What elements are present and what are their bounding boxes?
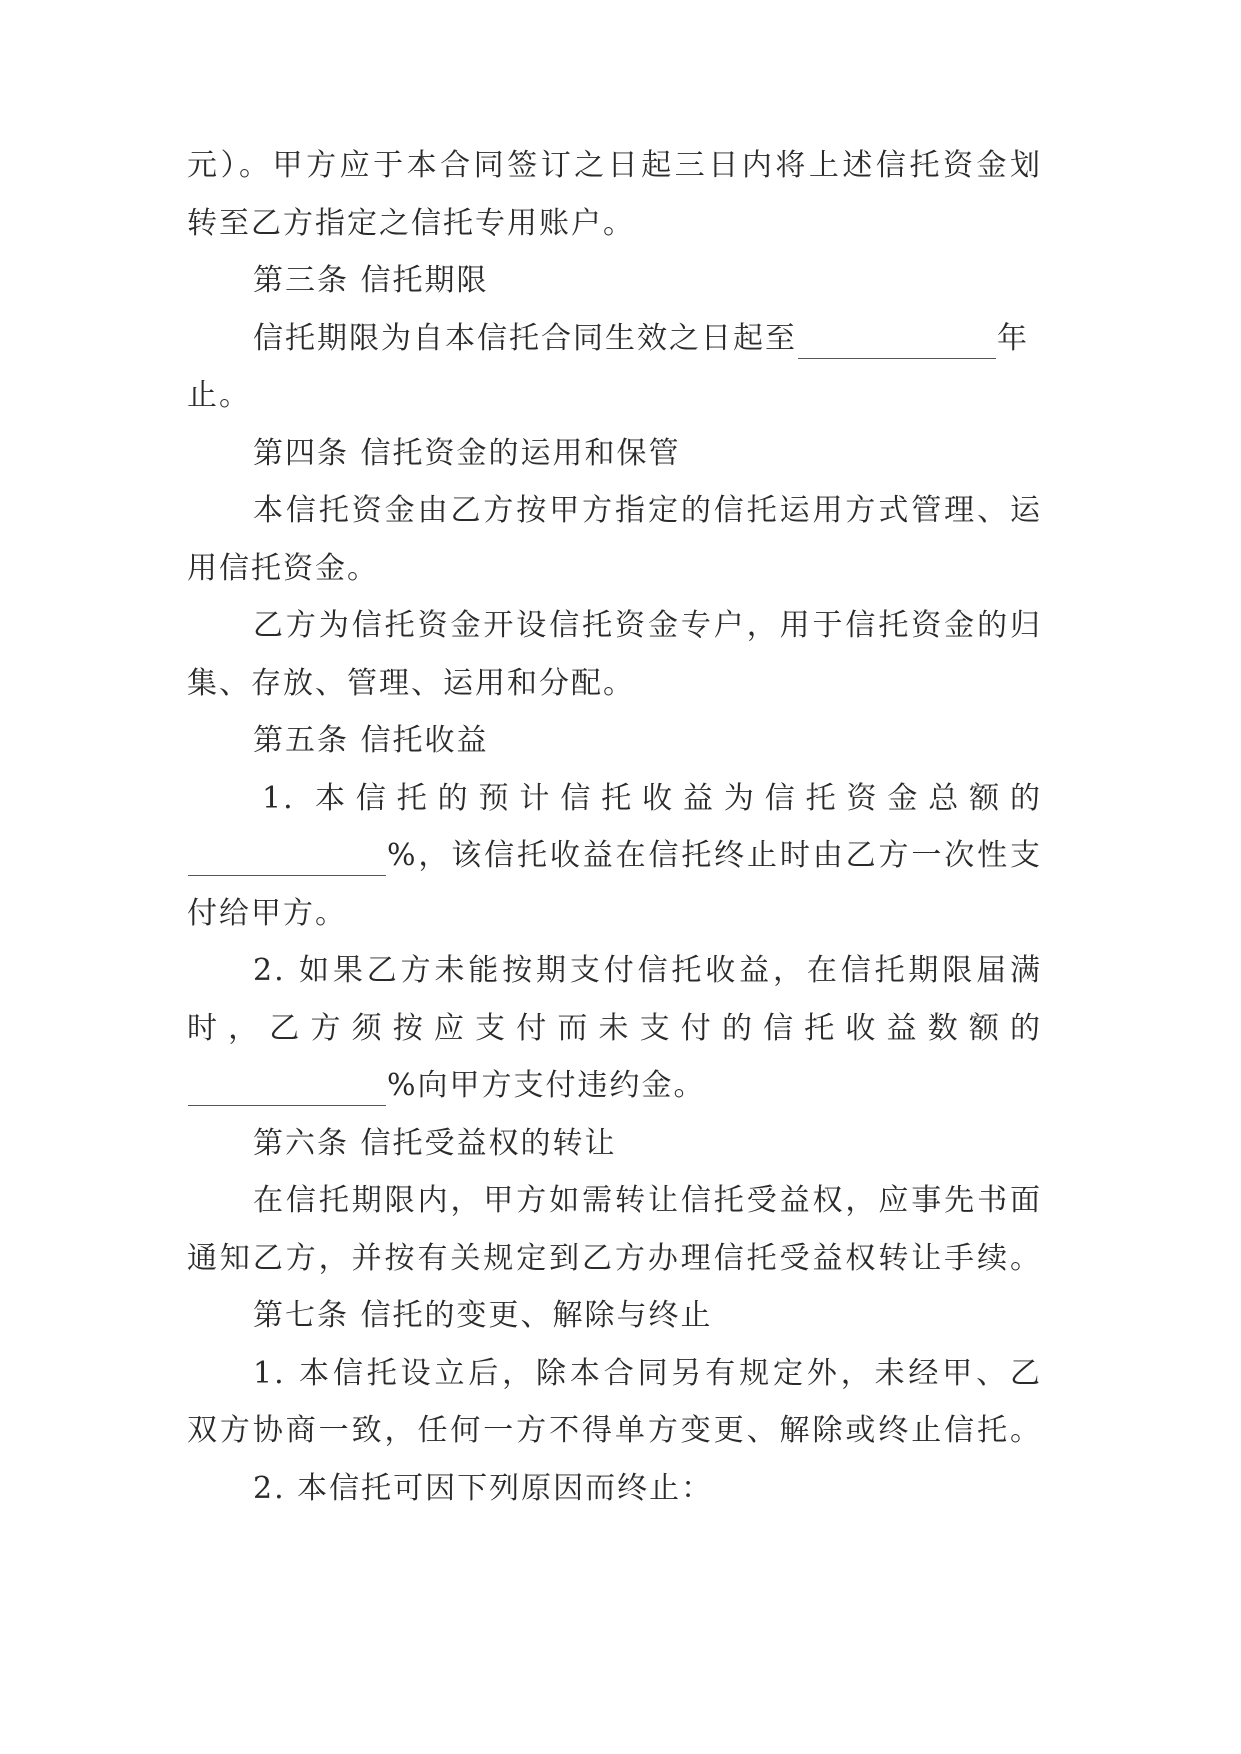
paragraph-line	[253, 319, 1042, 359]
paragraph-line: 本信托资金由乙方按甲方指定的信托运用方式管理、运	[253, 493, 1042, 528]
article-heading: 第七条 信托的变更、解除与终止	[253, 1298, 713, 1333]
fill-in-blank[interactable]	[798, 328, 996, 359]
paragraph-text: %，该信托收益在信托终止时由乙方一次性支	[387, 838, 1042, 873]
paragraph-line: 1. 本信托的预计信托收益为信托资金总额的	[262, 781, 1042, 816]
paragraph-line: 止。	[187, 378, 251, 413]
paragraph-line: 乙方为信托资金开设信托资金专户，用于信托资金的归	[253, 608, 1042, 643]
paragraph-line	[187, 1066, 706, 1106]
article-heading: 第三条 信托期限	[253, 263, 489, 298]
paragraph-line: 集、存放、管理、运用和分配。	[187, 666, 635, 701]
paragraph-line: 2. 本信托可因下列原因而终止：	[253, 1471, 714, 1506]
paragraph-line: 元）。甲方应于本合同签订之日起三日内将上述信托资金划	[187, 148, 1042, 183]
fill-in-blank[interactable]	[188, 845, 386, 876]
paragraph-line: 2. 如果乙方未能按期支付信托收益，在信托期限届满	[253, 953, 1042, 988]
paragraph-line: 在信托期限内，甲方如需转让信托受益权，应事先书面	[253, 1183, 1042, 1218]
paragraph-text: %向甲方支付违约金。	[387, 1068, 706, 1103]
paragraph-text: 信托期限为自本信托合同生效之日起至	[253, 321, 797, 356]
article-heading: 第六条 信托受益权的转让	[253, 1126, 617, 1161]
paragraph-line: 双方协商一致，任何一方不得单方变更、解除或终止信托。	[187, 1413, 1042, 1448]
paragraph-line: 1. 本信托设立后，除本合同另有规定外，未经甲、乙	[253, 1356, 1042, 1391]
paragraph-line: 用信托资金。	[187, 551, 379, 586]
paragraph-line: 付给甲方。	[187, 896, 347, 931]
paragraph-line: 通知乙方，并按有关规定到乙方办理信托受益权转让手续。	[187, 1241, 1042, 1276]
paragraph-line: 时，乙方须按应支付而未支付的信托收益数额的	[187, 1011, 1042, 1046]
article-heading: 第四条 信托资金的运用和保管	[253, 436, 681, 471]
article-heading: 第五条 信托收益	[253, 723, 489, 758]
paragraph-text: 年	[997, 321, 1029, 356]
paragraph-line: 转至乙方指定之信托专用账户。	[187, 206, 635, 241]
paragraph-line	[187, 836, 1042, 876]
fill-in-blank[interactable]	[188, 1075, 386, 1106]
